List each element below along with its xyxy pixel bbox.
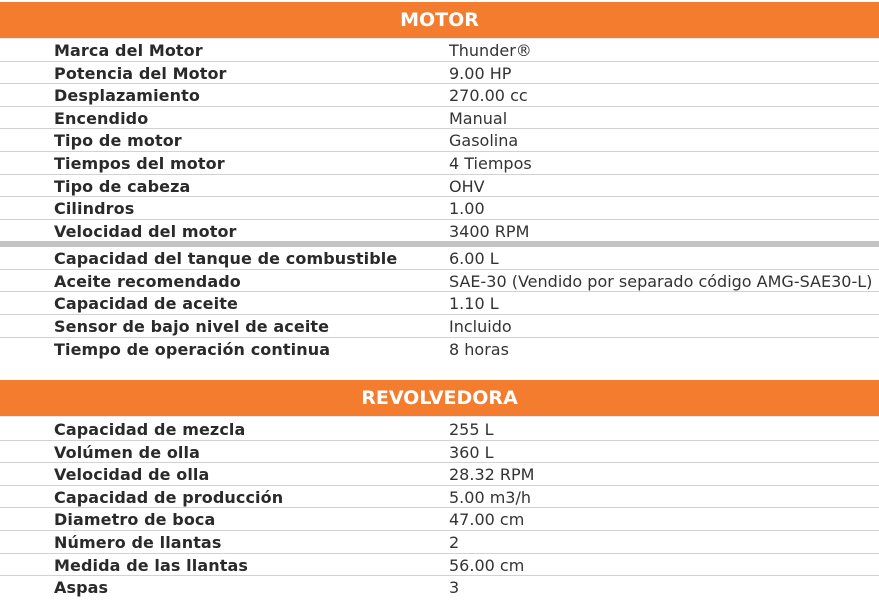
spec-label: Aceite recomendado (54, 271, 241, 291)
spec-value: 360 L (449, 442, 494, 462)
spec-row (0, 107, 879, 130)
spec-row (0, 554, 879, 577)
spec-label: Capacidad de producción (54, 487, 284, 507)
spec-row (0, 486, 879, 509)
spec-value: OHV (449, 176, 485, 196)
section-title-motor: MOTOR (400, 9, 479, 31)
spec-label: Tiempo de operación continua (54, 339, 331, 359)
spec-value: 56.00 cm (449, 555, 525, 575)
spec-row (0, 39, 879, 62)
spec-label: Aspas (54, 578, 109, 598)
spec-row (0, 270, 879, 293)
spec-label: Tipo de cabeza (54, 176, 191, 196)
spec-row (0, 129, 879, 152)
spec-value: 255 L (449, 420, 494, 439)
spec-label: Capacidad del tanque de combustible (54, 249, 398, 269)
spec-row (0, 292, 879, 315)
spec-label: Volúmen de olla (54, 442, 200, 462)
spec-value: 8 horas (449, 339, 509, 359)
spec-row (0, 84, 879, 107)
spec-row (0, 441, 879, 464)
section-title-revolvedora: REVOLVEDORA (361, 387, 518, 409)
spec-row (0, 197, 879, 220)
spec-label: Encendido (54, 108, 149, 128)
spec-value: 28.32 RPM (449, 465, 535, 485)
spec-label: Marca del Motor (54, 41, 203, 60)
spec-value: 3400 RPM (449, 221, 530, 241)
spec-label: Diametro de boca (54, 510, 216, 530)
spec-label: Cilindros (54, 199, 135, 219)
spec-label: Potencia del Motor (54, 63, 227, 83)
spec-value: 6.00 L (449, 249, 499, 269)
spec-value: SAE-30 (Vendido por separado código AMG-SAE30-L) (449, 271, 873, 291)
spec-value: 1.10 L (449, 294, 499, 314)
spec-value: Gasolina (449, 131, 519, 151)
spec-label: Desplazamiento (54, 86, 200, 106)
spec-value: Incluido (449, 316, 512, 336)
spec-label: Tiempos del motor (54, 153, 225, 173)
spec-value: 2 (449, 532, 460, 552)
spec-value: 3 (449, 578, 460, 598)
spec-value: Manual (449, 108, 508, 128)
spec-row (0, 418, 879, 441)
spec-label: Número de llantas (54, 532, 222, 552)
spec-row (0, 247, 879, 270)
spec-label: Velocidad de olla (54, 465, 210, 485)
spec-label: Sensor de bajo nivel de aceite (54, 316, 330, 336)
spec-table-revolvedora (0, 418, 879, 599)
spec-value: 270.00 cc (449, 86, 528, 106)
spec-value: 5.00 m3/h (449, 487, 532, 507)
spec-table-motor (0, 39, 879, 360)
spec-value: 1.00 (449, 199, 485, 219)
spec-label: Capacidad de mezcla (54, 420, 246, 439)
spec-row (0, 220, 879, 247)
spec-row (0, 315, 879, 338)
spec-row (0, 463, 879, 486)
spec-value: 9.00 HP (449, 63, 512, 83)
spec-label: Velocidad del motor (54, 221, 237, 241)
spec-row (0, 175, 879, 198)
spec-row (0, 508, 879, 531)
spec-row (0, 531, 879, 554)
spec-row (0, 152, 879, 175)
section-header-revolvedora (0, 380, 879, 417)
spec-label: Tipo de motor (54, 131, 182, 151)
spec-row (0, 338, 879, 361)
spec-row (0, 576, 879, 599)
section-header-motor (0, 2, 879, 39)
spec-label: Medida de las llantas (54, 555, 249, 575)
spec-row (0, 62, 879, 85)
spec-value: Thunder® (449, 41, 532, 60)
spec-value: 4 Tiempos (449, 153, 532, 173)
spec-value: 47.00 cm (449, 510, 525, 530)
spec-label: Capacidad de aceite (54, 294, 238, 314)
